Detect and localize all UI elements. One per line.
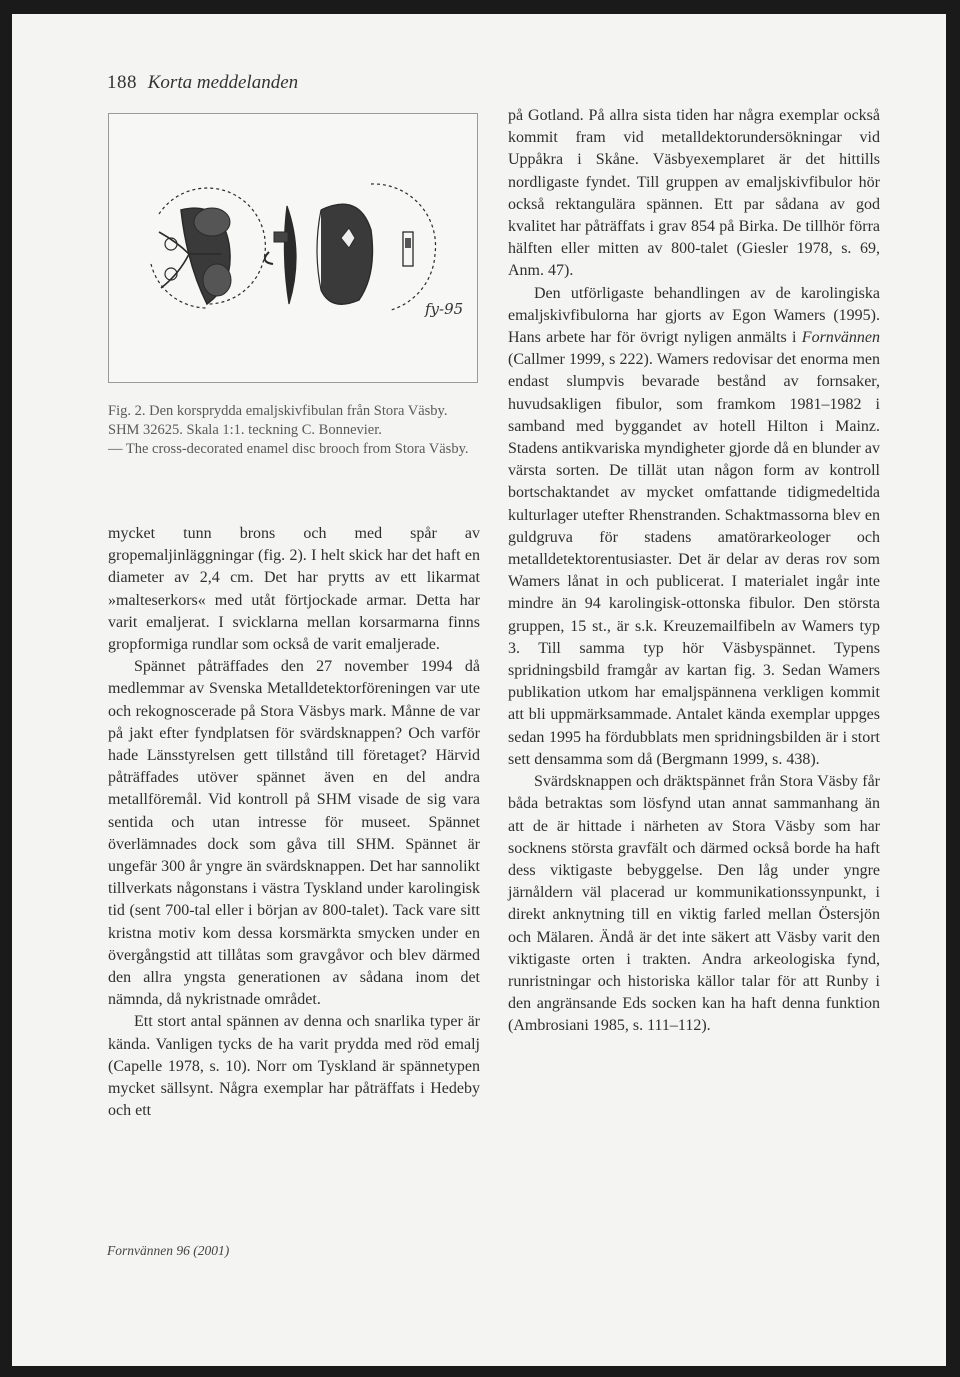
left-paragraph-3: Ett stort antal spännen av denna och snarlika typer är kända. Vanligen tycks de ha varit prydda med röd emalj (Capelle 1978, s. 10). Norr om Tyskland är spännetypen mycket sällsynt. Några exemplar har påträffats i Hedeby och ett (108, 1013, 480, 1120)
left-column (108, 523, 480, 1122)
caption-swedish: Fig. 2. Den korsprydda emaljskivfibulan från Stora Väsby. SHM 32625. Skala 1:1. teckning C. Bonnevier. (108, 403, 448, 438)
running-header (107, 72, 298, 94)
journal-footer: Fornvännen 96 (2001) (107, 1243, 230, 1258)
right-paragraph-2-end: (Callmer 1999, s 222). Wamers redovisar det enorma men endast slumpvis bevarade bestånd av fornsaker, huvudsakligen fibulor, som framkom 1981–1982 i samband med byggandet av hotell Hilton i Mainz. Stadens antikvariska myndigheter gjorde då en blunder av värsta sorten. De tillät utan någon form av kontroll bortschaktandet av mycket omfattande tidigmedeltida kulturlager utefter Rhenstranden. Schaktmassorna blev en guldgruva för stadens amatörarkeologer och metalldetektorentusiaster. Det är delar av deras rov som Wamers lånat in och publicerat. I materialet ingår inte mindre än 94 karolingisk-ottonska fibulor. Den största gruppen, 15 st., är s.k. Kreuzemailfibeln av Wamers typ 3. Till samma typ hör Väsbyspännet. Typens spridningsbild framgår av kartan fig. 3. Sedan Wamers publikation utkom har emaljspännena verkligen kommit att bli uppmärksammade. Antalet kända exemplar uppges sedan 1995 ha fördubblats men spridningsbilden är i stort sett densamma som då (Bergmann 1999, s. 438). (508, 351, 880, 768)
journal-title-italic: Fornvännen (801, 329, 880, 347)
handwritten-accession-note: fy-95 (425, 300, 464, 318)
right-paragraph-2-start: Den utförligaste behandlingen av de karolingiska emaljskivfibulorna har gjorts av Egon Wamers (1995). Hans arbete har för övrigt nyligen anmälts i (508, 284, 880, 347)
section-title: Korta meddelanden (147, 72, 299, 93)
brooch-back-view (317, 184, 436, 310)
brooch-drawing (109, 114, 477, 382)
right-paragraph-3: Svärdsknappen och dräktspännet från Stora Väsby får båda betraktas som lösfynd utan annat sammanhang än att de är hittade i närheten av Stora Väsby som har socknens största gravfält och därmed också borde ha haft dess viktigaste bebyggelse. Den låg under yngre järnåldern väl placerad ur kommunikationssynpunkt, i direkt anknytning till en viktig farled mellan Östersjön och Mälaren. Ändå är det inte säkert att Väsby varit den viktigaste orten i trakten. Andra arkeologiska fynd, runristningar och historiska källor talar för att Runby i den angränsande Eds socken kan ha haft denna funktion (Ambrosiani 1985, s. 111–112). (508, 773, 880, 1035)
brooch-side-view (265, 206, 296, 304)
figure-caption (108, 402, 480, 459)
right-paragraph-2 (508, 283, 880, 771)
brooch-front-view (151, 188, 265, 308)
left-paragraph-2: Spännet påträffades den 27 november 1994 då medlemmar av Svenska Metalldetektorföreningen var ute och rekognoscerade på Stora Väsbys mark. Månne de var på jakt efter fyndplatsen för svärdsknappen? Och varför hade Länsstyrelsen gett tillstånd till företaget? Härvid påträffades utöver spännet även en del andra metallföremål. Vid kontroll på SHM visade de sig vara sentida och utan intresse för museet. Spännet överlämnades dock som gåva till SHM. Spännet är ungefär 300 år yngre än svärdsknappen. Det har sannolikt tillverkats någonstans i västra Tyskland under karolingisk tid (sent 700-tal eller i början av 800-talet). Tack vare sitt kristna motiv kom dessa korsmärkta smycken under en övergångstid att tillåtas som gravgåvor och blev därmed den allra yngsta generationen av sådana inom det nämnda, då nykristnade området. (108, 658, 480, 1009)
page-number: 188 (107, 72, 137, 93)
right-paragraph-1: på Gotland. På allra sista tiden har några exemplar också kommit fram vid metalldektorundersökningar vid Uppåkra i Skåne. Väsbyexemplaret är det hittills nordligaste fyndet. Till gruppen av emaljskivfibulor hör också rektangulära spännen. Ett par sådana av god kvalitet har påträffats i grav 854 på Birka. De tillhör förra hälften eller mitten av 800-talet (Giesler 1978, s. 69, Anm. 47). (508, 107, 880, 280)
left-paragraph-1: mycket tunn brons och med spår av gropemaljinläggningar (fig. 2). I helt skick har det haft en diameter av 2,4 cm. Det har prytts av ett likarmat »malteserkors« med utåt förtjockade armar. Detta har varit emaljerat. I svicklarna mellan korsarmarna finns gropformiga rundlar som också de varit emaljerade. (108, 525, 480, 654)
right-column (508, 105, 880, 1038)
caption-english: — The cross-decorated enamel disc brooch from Stora Väsby. (108, 441, 469, 457)
figure-brooch-drawing (108, 113, 478, 383)
